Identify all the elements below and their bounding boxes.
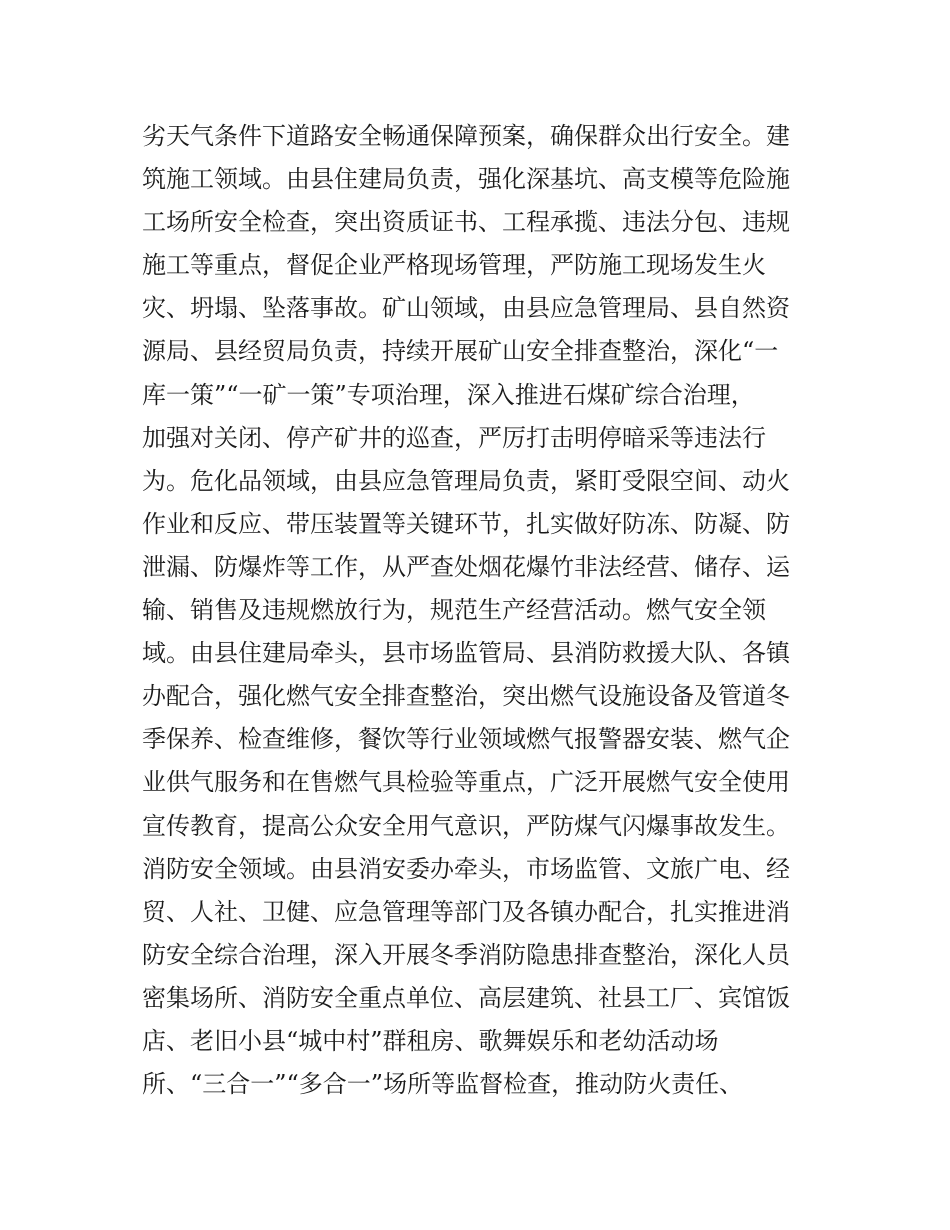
body-text [142,115,812,1106]
text-line: 为。危化品领域，由县应急管理局负责，紧盯受限空间、动火 [142,466,790,495]
text-line: 灾、坍塌、坠落事故。矿山领域，由县应急管理局、县自然资 [142,294,790,323]
text-line: 贸、人社、卫健、应急管理等部门及各镇办配合，扎实推进消 [142,897,790,926]
text-line: 施工等重点，督促企业严格现场管理，严防施工现场发生火 [142,251,766,280]
text-line: 加强对关闭、停产矿井的巡查，严厉打击明停暗采等违法行 [142,423,766,452]
text-line: 库一策”“一矿一策”专项治理，深入推进石煤矿综合治理， [142,380,755,409]
text-line: 域。由县住建局牵头，县市场监管局、县消防救援大队、各镇 [142,639,790,668]
text-line: 密集场所、消防安全重点单位、高层建筑、社县工厂、宾馆饭 [142,983,790,1012]
text-line: 输、销售及违规燃放行为，规范生产经营活动。燃气安全领 [142,596,766,625]
text-line: 季保养、检查维修，餐饮等行业领域燃气报警器安装、燃气企 [142,725,790,754]
text-line: 源局、县经贸局负责，持续开展矿山安全排查整治，深化“一 [142,337,779,366]
text-line: 作业和反应、带压装置等关键环节，扎实做好防冻、防凝、防 [142,509,790,538]
text-line: 防安全综合治理，深入开展冬季消防隐患排查整治，深化人员 [142,940,790,969]
text-line: 劣天气条件下道路安全畅通保障预案，确保群众出行安全。建 [142,122,790,150]
text-line: 宣传教育，提高公众安全用气意识，严防煤气闪爆事故发生。 [142,811,790,840]
text-line: 筑施工领域。由县住建局负责，强化深基坑、高支模等危险施 [142,165,790,194]
text-line: 店、老旧小县“城中村”群租房、歌舞娱乐和老幼活动场 [142,1026,719,1055]
text-line: 办配合，强化燃气安全排查整治，突出燃气设施设备及管道冬 [142,682,790,711]
text-line: 所、“三合一”“多合一”场所等监督检查，推动防火责任、 [142,1070,744,1099]
text-line: 工场所安全检查，突出资质证书、工程承揽、违法分包、违规 [142,208,790,237]
text-line: 业供气服务和在售燃气具检验等重点，广泛开展燃气安全使用 [142,768,790,797]
text-line: 消防安全领域。由县消安委办牵头，市场监管、文旅广电、经 [142,854,790,883]
text-line: 泄漏、防爆炸等工作，从严查处烟花爆竹非法经营、储存、运 [142,552,790,581]
